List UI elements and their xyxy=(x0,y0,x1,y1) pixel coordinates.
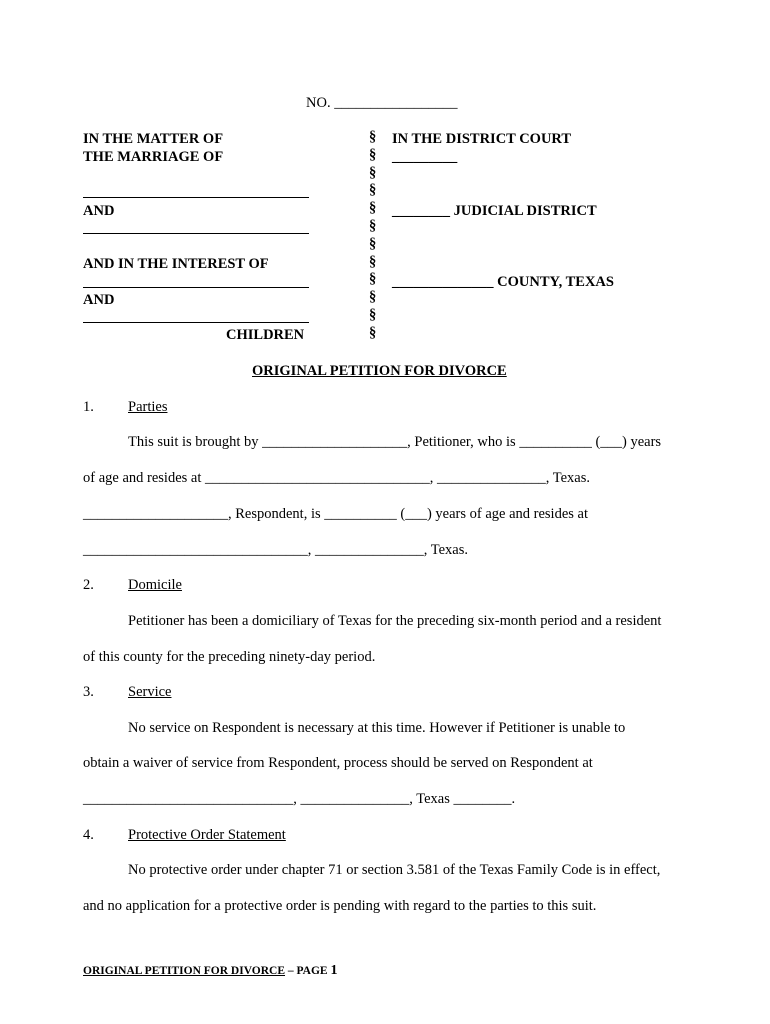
footer-page-number: 1 xyxy=(330,963,338,978)
body-line: No protective order under chapter 71 or section 3.581 of the Texas Family Code is in effect, xyxy=(128,862,661,878)
section-symbol-column xyxy=(369,129,381,343)
section-number: 1. xyxy=(83,399,94,415)
section-heading: Service xyxy=(128,684,172,700)
body-line: of this county for the preceding ninety-day period. xyxy=(83,649,376,665)
body-line: _______________________________, _______________, Texas. xyxy=(83,542,468,558)
caption-court: IN THE DISTRICT COURT xyxy=(392,131,572,147)
section-symbol: § xyxy=(369,164,377,181)
section-number: 3. xyxy=(83,684,94,700)
section-symbol: § xyxy=(369,182,377,199)
body-line: _____________________________, _______________, Texas ________. xyxy=(83,791,516,807)
body-line: obtain a waiver of service from Respondent, process should be served on Respondent at xyxy=(83,755,593,771)
section-symbol: § xyxy=(369,200,377,217)
section-heading: Domicile xyxy=(128,577,182,593)
caption-judicial-district: ________ JUDICIAL DISTRICT xyxy=(392,203,597,219)
body-line: Petitioner has been a domiciliary of Texas for the preceding six-month period and a resident xyxy=(128,613,662,629)
section-symbol: § xyxy=(369,235,377,252)
section-symbol: § xyxy=(369,253,377,270)
section-symbol: § xyxy=(369,146,377,163)
footer-separator: – PAGE xyxy=(285,965,331,977)
section-number: 4. xyxy=(83,827,94,843)
section-symbol: § xyxy=(369,129,377,145)
caption-county: ______________ COUNTY, TEXAS xyxy=(392,274,614,290)
caption-child2-blank xyxy=(83,322,309,323)
caption-and2: AND xyxy=(83,292,115,308)
section-symbol: § xyxy=(369,306,377,323)
section-number: 2. xyxy=(83,577,94,593)
caption-and1: AND xyxy=(83,203,115,219)
caption-party2-blank xyxy=(83,233,309,234)
body-line: No service on Respondent is necessary at this time. However if Petitioner is unable to xyxy=(128,720,626,736)
section-symbol: § xyxy=(369,271,377,288)
section-heading: Parties xyxy=(128,399,168,415)
caption-matter-line1: IN THE MATTER OF xyxy=(83,131,224,147)
document-title: ORIGINAL PETITION FOR DIVORCE xyxy=(252,363,507,379)
section-symbol: § xyxy=(369,217,377,234)
body-line: and no application for a protective order is pending with regard to the parties to this suit. xyxy=(83,898,597,914)
page-footer xyxy=(83,963,337,979)
caption-matter-line2: THE MARRIAGE OF xyxy=(83,149,224,165)
body-line: ____________________, Respondent, is __________ (___) years of age and resides at xyxy=(83,506,589,522)
section-symbol: § xyxy=(369,289,377,306)
caption-child1-blank xyxy=(83,287,309,288)
section-heading: Protective Order Statement xyxy=(128,827,286,843)
body-line: This suit is brought by ____________________, Petitioner, who is __________ (___) years xyxy=(128,434,662,450)
case-number: NO. _________________ xyxy=(306,95,458,111)
caption-interest-of: AND IN THE INTEREST OF xyxy=(83,256,269,272)
caption-court-blank: _________ xyxy=(392,149,458,165)
body-line: of age and resides at _______________________________, _______________, Texas. xyxy=(83,470,590,486)
caption-party1-blank xyxy=(83,197,309,198)
section-symbol: § xyxy=(369,324,377,341)
caption-children: CHILDREN xyxy=(226,327,305,343)
footer-title: ORIGINAL PETITION FOR DIVORCE xyxy=(83,965,286,977)
